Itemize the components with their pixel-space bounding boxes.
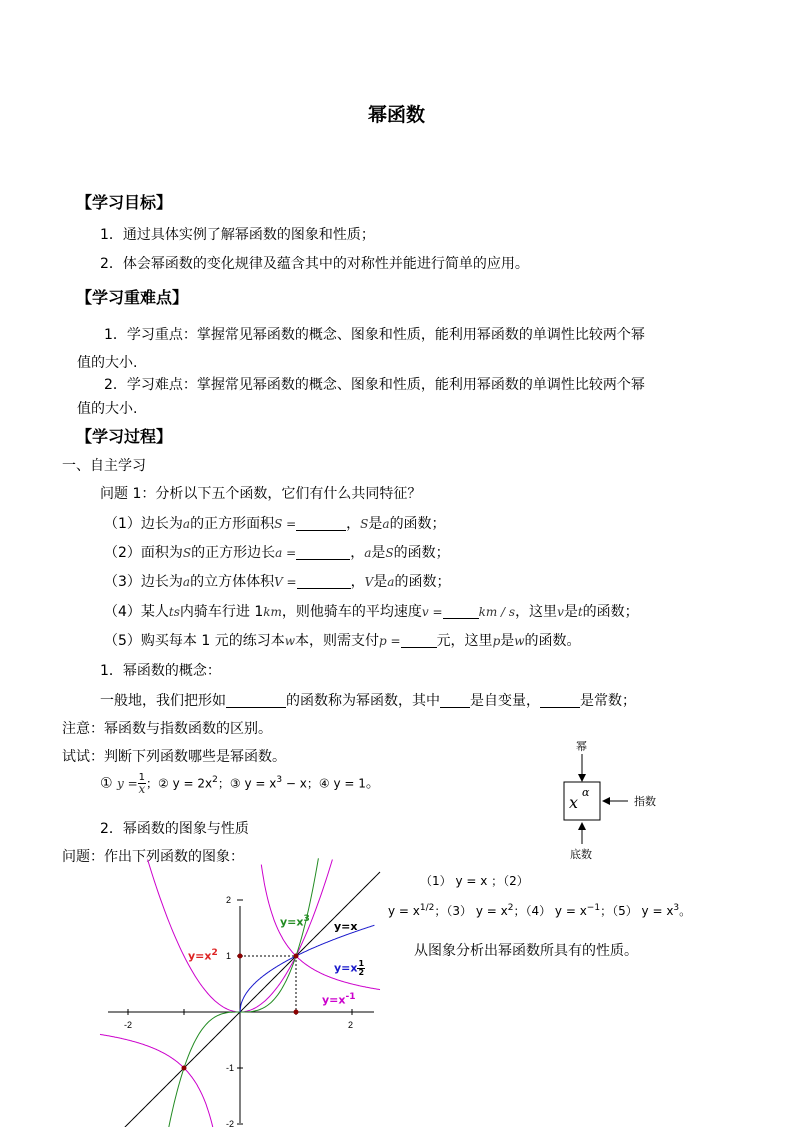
key-point	[182, 1066, 187, 1071]
key-point	[294, 1010, 299, 1015]
y-tick-label: 2	[226, 895, 232, 905]
key-heading: 【学习重难点】	[76, 288, 189, 307]
label-y-x2: $y=x^2$	[188, 948, 218, 963]
goals-heading: 【学习目标】	[76, 193, 173, 212]
key-2-line-1: 2．学习难点：掌握常见幂函数的概念、图象和性质，能利用幂函数的单调性比较两个幂	[104, 377, 645, 393]
item-3-blank[interactable]	[297, 574, 351, 589]
key-2-line-2: 值的大小.	[77, 401, 138, 417]
item-2: （2）面积为S的正方形边长a = ，a是S的函数；	[104, 545, 450, 561]
concept-note: 注意：幂函数与指数函数的区别。	[62, 721, 272, 737]
chart-svg	[100, 895, 380, 1127]
process-heading: 【学习过程】	[76, 427, 173, 446]
y-tick-label: -2	[226, 1119, 235, 1127]
item-4-blank[interactable]	[443, 604, 479, 619]
variable-blank[interactable]	[440, 693, 470, 708]
item-1: （1）边长为a的正方形面积S = ，S是a的函数；	[104, 516, 446, 532]
label-y-x3: $y=x^3$	[280, 914, 310, 929]
question-1: 问题 1：分析以下五个函数，它们有什么共同特征？	[100, 486, 422, 502]
graphs-heading: 2．幂函数的图象与性质	[100, 821, 249, 837]
analyze-text: 从图象分析出幂函数所具有的性质。	[414, 943, 638, 959]
item-5-blank[interactable]	[401, 633, 437, 648]
label-y-xhalf: y=x $\frac{1}{2}$	[334, 959, 365, 977]
power-diagram	[548, 738, 664, 864]
part-1-heading: 一、自主学习	[62, 458, 146, 474]
goal-2: 2．体会幂函数的变化规律及蕴含其中的对称性并能进行简单的应用。	[100, 256, 529, 272]
label-y-xinv: $y=x^{-1}$	[322, 992, 356, 1007]
function-list-line-1: （1） y = x ；（2）	[420, 874, 529, 888]
key-1-line-2: 值的大小.	[77, 355, 138, 371]
base-label: 底数	[570, 848, 592, 861]
try-text: 试试：判断下列函数哪些是幂函数。	[62, 749, 286, 765]
series-y=x3	[163, 858, 318, 1127]
concept-heading: 1．幂函数的概念：	[100, 663, 221, 679]
key-point	[238, 954, 243, 959]
fraction-1-over-x: $\frac{1}{x}$	[138, 772, 146, 796]
function-list-line-2: $y = x^{1/2}$；（3） $y = x^2$；（4） $y = x^{-1}$；（5） $y = x^3$。	[388, 903, 692, 918]
x-tick-label: 2	[348, 1020, 354, 1030]
graphs-problem: 问题：作出下列函数的图象：	[62, 849, 244, 865]
base-symbol: x	[569, 793, 579, 812]
goal-1: 1．通过具体实例了解幂函数的图象和性质；	[100, 227, 375, 243]
item-1-blank[interactable]	[296, 516, 346, 531]
exponent-label: 指数	[634, 795, 656, 808]
item-3: （3）边长为a的立方体体积V = ，V是a的函数；	[104, 574, 451, 590]
key-1-line-1: 1．学习重点：掌握常见幂函数的概念、图象和性质，能利用幂函数的单调性比较两个幂	[104, 327, 645, 343]
y-tick-label: -1	[226, 1063, 235, 1073]
definition-form-blank[interactable]	[226, 693, 286, 708]
y-tick-label: 1	[226, 951, 232, 961]
item-2-blank[interactable]	[296, 545, 350, 560]
item-5: （5）购买每本 1 元的练习本w本，则需支付p = 元，这里p是w的函数。	[104, 633, 581, 649]
exponent-symbol: α	[582, 786, 590, 799]
key-point	[294, 954, 299, 959]
power-functions-chart	[100, 895, 380, 1127]
examples: ① y = $\frac{1}{x}$ ；② $y = 2x^2$；③ $y = x^3 - x$；④ y = 1。	[100, 772, 380, 796]
concept-definition: 一般地，我们把形如 的函数称为幂函数，其中 是自变量， 是常数；	[100, 693, 636, 709]
x-tick-label: -2	[124, 1020, 133, 1030]
item-4: （4）某人ts内骑车行进 1km，则他骑车的平均速度v = km / s，这里v是t的函数；	[104, 604, 639, 620]
power-label: 幂	[576, 740, 587, 753]
constant-blank[interactable]	[540, 693, 580, 708]
page-title: 幂函数	[368, 104, 426, 126]
label-y-x: y=x	[334, 920, 358, 933]
